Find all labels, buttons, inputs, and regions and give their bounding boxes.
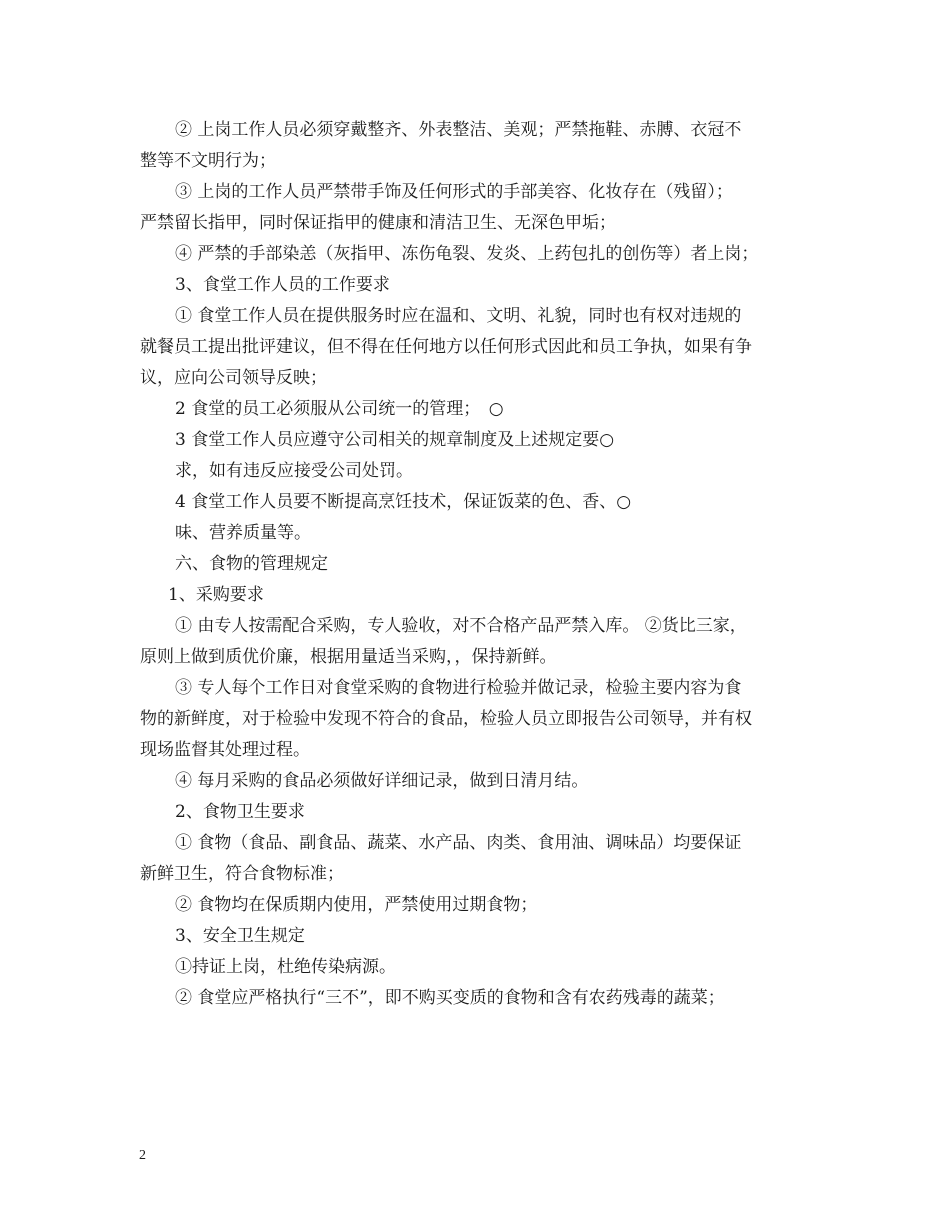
text-line: 现场监督其处理过程。 <box>140 740 310 760</box>
text-line: ① 食堂工作人员在提供服务时应在温和、文明、礼貌，同时也有权对违规的 <box>175 306 742 326</box>
text-line: ④ 严禁的手部染恙（灰指甲、冻伤龟裂、发炎、上药包扎的创伤等）者上岗； <box>175 244 759 264</box>
text-line: ② 食物均在保质期内使用，严禁使用过期食物； <box>175 895 538 915</box>
text-line: 2 食堂的员工必须服从公司统一的管理； ○ <box>175 399 504 419</box>
section-heading: 2、食物卫生要求 <box>175 802 305 822</box>
text-line: 求，如有违反应接受公司处罚。 <box>175 461 413 481</box>
section-heading: 六、食物的管理规定 <box>175 554 328 574</box>
section-heading: 3、食堂工作人员的工作要求 <box>175 275 390 295</box>
section-heading: 3、安全卫生规定 <box>175 926 305 946</box>
text-line: 物的新鲜度，对于检验中发现不符合的食品，检验人员立即报告公司领导，并有权 <box>140 709 752 729</box>
text-line: 就餐员工提出批评建议，但不得在任何地方以任何形式因此和员工争执，如果有争 <box>140 337 752 357</box>
text-line: 议，应向公司领导反映； <box>140 368 327 388</box>
document-body <box>140 115 820 1014</box>
text-line: 原则上做到质优价廉，根据用量适当采购，，保持新鲜。 <box>140 647 557 667</box>
text-line: ③ 专人每个工作日对食堂采购的食物进行检验并做记录，检验主要内容为食 <box>175 678 742 698</box>
text-line: 味、营养质量等。 <box>175 523 311 543</box>
text-line: ① 由专人按需配合采购，专人验收，对不合格产品严禁入库。 ②货比三家， <box>175 616 747 636</box>
text-line: ①持证上岗，杜绝传染病源。 <box>175 957 396 977</box>
text-line: 严禁留长指甲，同时保证指甲的健康和清洁卫生、无深色甲垢； <box>140 213 616 233</box>
page-number: 2 <box>139 1148 146 1163</box>
text-line: ④ 每月采购的食品必须做好详细记录，做到日清月结。 <box>175 771 589 791</box>
text-line: 3 食堂工作人员应遵守公司相关的规章制度及上述规定要○ <box>175 430 615 450</box>
text-line: ② 食堂应严格执行“三不”，即不购买变质的食物和含有农药残毒的蔬菜； <box>175 988 725 1008</box>
section-heading: 1、采购要求 <box>168 585 264 605</box>
text-line: ③ 上岗的工作人员严禁带手饰及任何形式的手部美容、化妆存在（残留）； <box>175 182 733 202</box>
text-line: 整等不文明行为； <box>140 151 276 171</box>
text-line: 新鲜卫生，符合食物标准； <box>140 864 344 884</box>
text-line: ② 上岗工作人员必须穿戴整齐、外表整洁、美观；严禁拖鞋、赤膊、衣冠不 <box>175 120 742 140</box>
text-line: 4 食堂工作人员要不断提高烹饪技术，保证饭菜的色、香、○ <box>175 492 632 512</box>
text-line: ① 食物（食品、副食品、蔬菜、水产品、肉类、食用油、调味品）均要保证 <box>175 833 742 853</box>
